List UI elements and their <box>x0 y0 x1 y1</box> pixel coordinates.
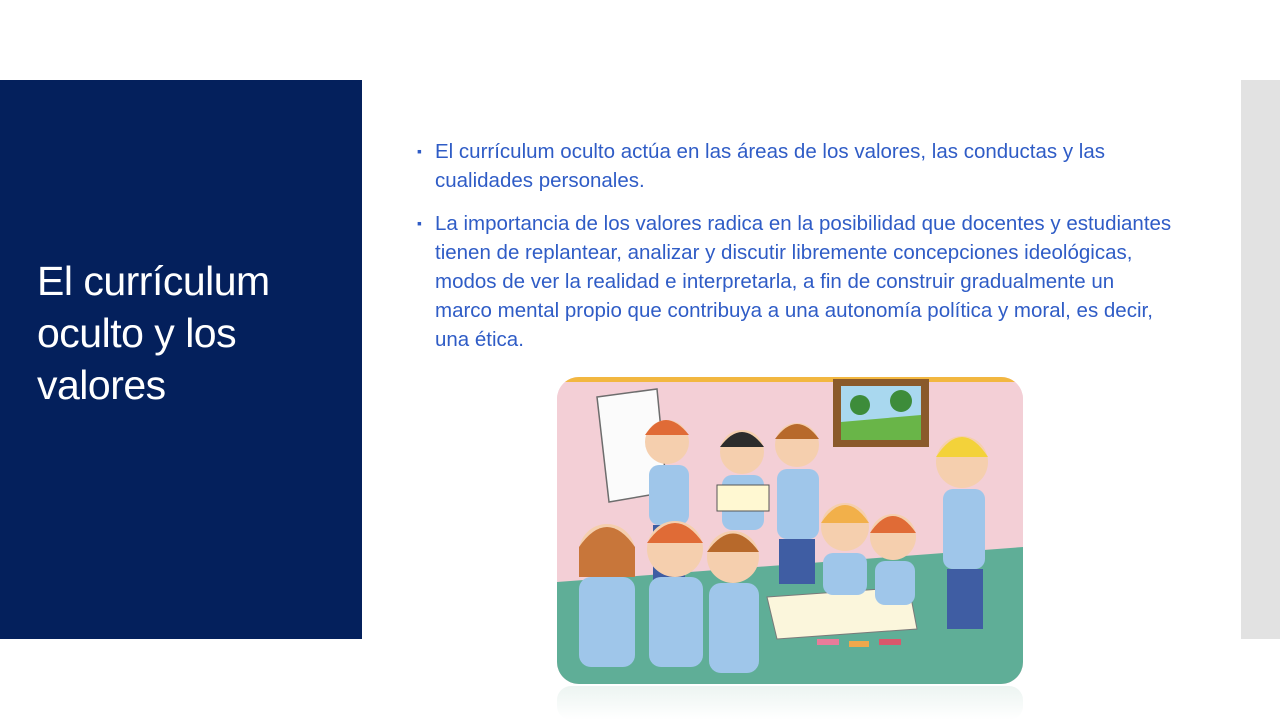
classroom-illustration <box>557 377 1023 684</box>
bullet-item <box>415 209 1175 354</box>
bullet-icon: ▪ <box>417 143 422 159</box>
bullet-text: El currículum oculto actúa en las áreas de los valores, las conductas y las cualidades personales. <box>435 140 1105 192</box>
bullet-text: La importancia de los valores radica en la posibilidad que docentes y estudiantes tienen de replantear, analizar y discutir libremente concepciones ideológicas, modos de ver la realidad e interpretarla, a fin de construir gradualmente un marco mental propio que contribuya a una autonomía política y moral, es decir, una ética. <box>435 212 1172 351</box>
slide-title: El currículum oculto y los valores <box>37 258 270 408</box>
bullet-icon: ▪ <box>417 215 422 231</box>
bullet-list <box>415 137 1175 368</box>
illustration-reflection <box>557 686 1023 720</box>
classroom-illustration-drawing <box>557 377 1023 684</box>
right-side-strip <box>1241 80 1280 639</box>
bullet-item <box>415 137 1175 195</box>
